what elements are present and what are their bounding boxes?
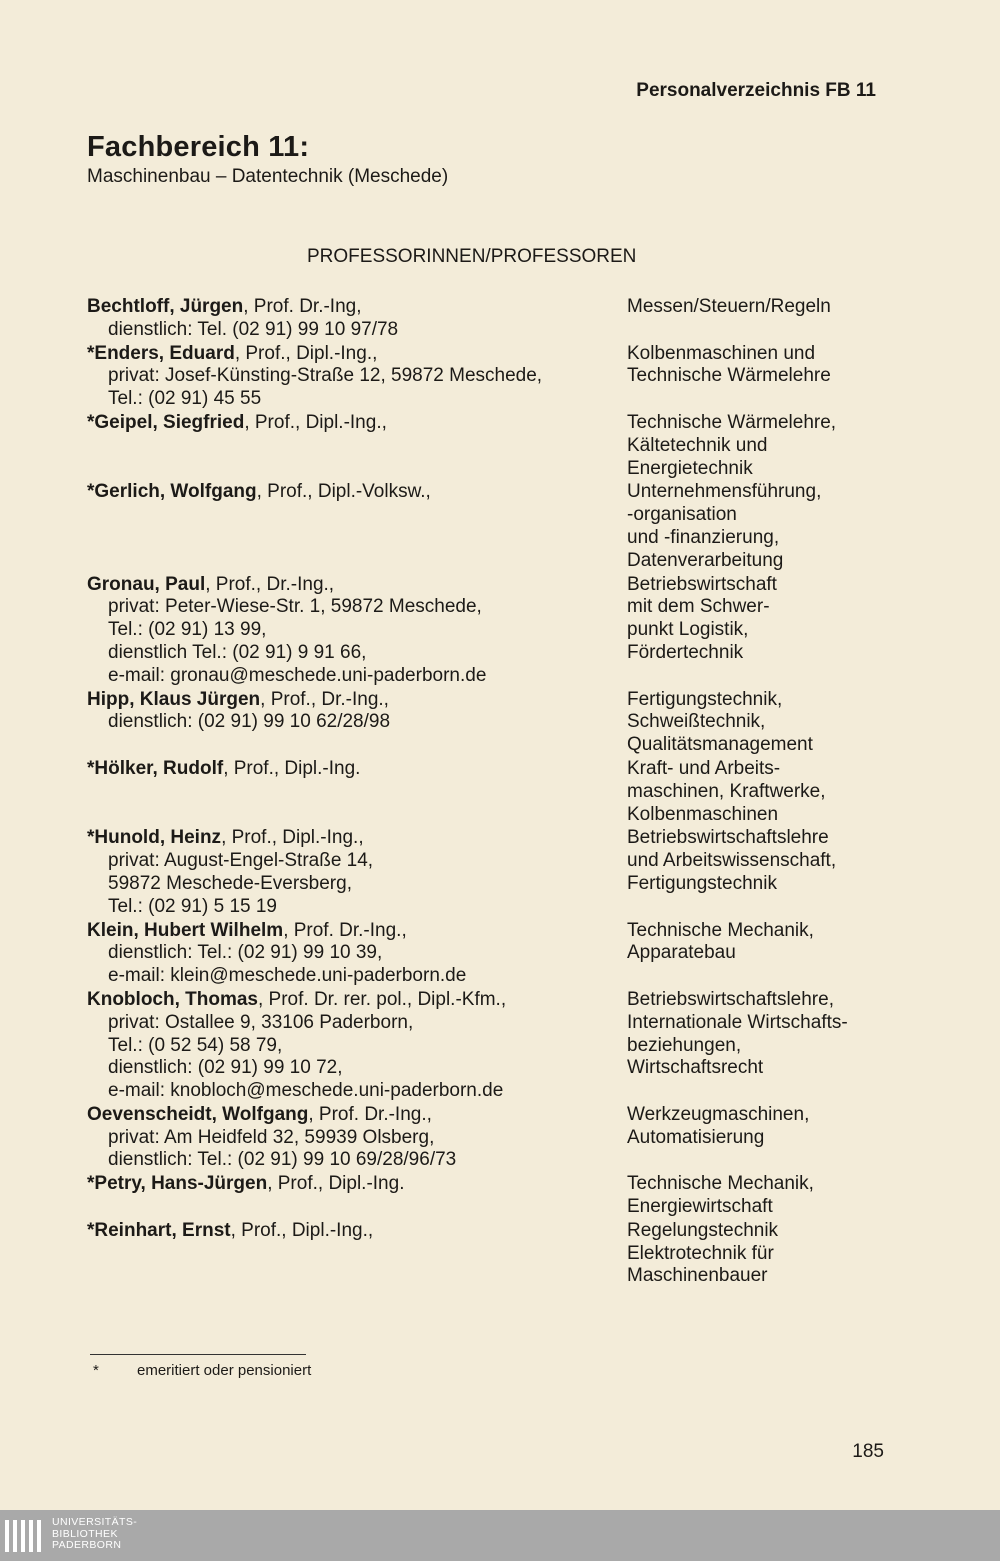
contact-line: e-mail: knobloch@meschede.uni-paderborn.de — [108, 1080, 504, 1102]
subject-area — [627, 412, 887, 480]
staff-name: *Hölker, Rudolf — [87, 757, 224, 779]
running-head: Personalverzeichnis FB 11 — [636, 80, 876, 101]
logo-line: UNIVERSITÄTS- — [52, 1516, 138, 1528]
staff-entry — [87, 1220, 887, 1288]
subject-line: Internationale Wirtschafts- — [627, 1011, 848, 1033]
staff-entry — [87, 758, 887, 826]
staff-name-line — [87, 989, 627, 1012]
staff-name-line — [87, 1220, 627, 1243]
contact-line: dienstlich: Tel.: (02 91) 99 10 39, — [108, 942, 383, 964]
library-logo-text — [52, 1517, 137, 1552]
contact-line: e-mail: gronau@meschede.uni-paderborn.de — [108, 664, 487, 686]
subject-line: Technische Mechanik, — [627, 919, 814, 941]
staff-entry — [87, 343, 887, 411]
subject-area — [627, 758, 887, 826]
staff-name: Gronau, Paul — [87, 573, 206, 595]
subject-line: und Arbeitswissenschaft, — [627, 850, 837, 872]
subject-line: Fördertechnik — [627, 641, 744, 663]
staff-name: Hipp, Klaus Jürgen — [87, 688, 261, 710]
subject-area — [627, 1173, 887, 1219]
subject-area — [627, 1220, 887, 1288]
staff-entry — [87, 574, 887, 688]
logo-line: PADERBORN — [52, 1539, 122, 1551]
staff-entry — [87, 296, 887, 342]
contact-line: privat: Peter-Wiese-Str. 1, 59872 Meschede, — [108, 596, 482, 618]
subject-line: Betriebswirtschaft — [627, 573, 777, 595]
page-number: 185 — [852, 1441, 884, 1462]
page-title: Fachbereich 11: — [87, 131, 310, 163]
subject-line: Fertigungstechnik, — [627, 688, 783, 710]
staff-title: , Prof., Dipl.-Ing., — [244, 411, 387, 433]
subject-line: Messen/Steuern/Regeln — [627, 296, 831, 317]
contact-line: dienstlich: Tel. (02 91) 99 10 97/78 — [108, 318, 399, 340]
subject-line: Elektrotechnik für — [627, 1242, 774, 1264]
contact-line: Tel.: (02 91) 45 55 — [108, 388, 262, 410]
staff-details — [87, 689, 627, 757]
subject-line: Technische Wärmelehre — [627, 365, 831, 387]
subject-area — [627, 296, 887, 342]
staff-name: *Gerlich, Wolfgang — [87, 481, 257, 503]
staff-name-line — [87, 1173, 627, 1196]
library-footer — [0, 1510, 1000, 1561]
subject-line: Kolbenmaschinen — [627, 803, 779, 825]
subject-area — [627, 989, 887, 1103]
staff-details — [87, 574, 627, 688]
staff-name-line — [87, 343, 627, 366]
staff-title: , Prof., Dipl.-Ing. — [267, 1173, 405, 1195]
staff-name-line — [87, 412, 627, 435]
subject-line: mit dem Schwer- — [627, 596, 770, 618]
staff-title: , Prof., Dipl.-Ing., — [230, 1219, 374, 1241]
subject-line: Maschinenbauer — [627, 1265, 768, 1287]
subject-line: Schweißtechnik, — [627, 711, 766, 733]
staff-entry — [87, 412, 887, 480]
staff-entry — [87, 827, 887, 918]
logo-line: BIBLIOTHEK — [52, 1527, 118, 1540]
subject-area — [627, 920, 887, 988]
staff-title: , Prof., Dipl.-Ing., — [234, 342, 378, 364]
subject-line: beziehungen, — [627, 1034, 742, 1056]
subject-line: Energietechnik — [627, 457, 753, 479]
staff-name-line — [87, 758, 627, 781]
staff-details — [87, 1104, 627, 1172]
contact-line: privat: Josef-Künsting-Straße 12, 59872 Meschede, — [108, 365, 543, 387]
subject-line: maschinen, Kraftwerke, — [627, 780, 826, 802]
staff-entry — [87, 1104, 887, 1172]
subject-line: Technische Mechanik, — [627, 1173, 814, 1195]
staff-title: , Prof. Dr.-Ing., — [308, 1103, 432, 1125]
contact-line: Tel.: (02 91) 5 15 19 — [108, 895, 277, 917]
contact-line: e-mail: klein@meschede.uni-paderborn.de — [108, 965, 467, 987]
subject-line: Kältetechnik und — [627, 434, 768, 456]
subject-line: punkt Logistik, — [627, 619, 749, 641]
staff-entry — [87, 920, 887, 988]
staff-title: , Prof., Dipl.-Ing. — [223, 757, 361, 779]
subject-line: -organisation — [627, 504, 737, 526]
staff-details — [87, 758, 627, 826]
subject-area — [627, 481, 887, 572]
staff-entry — [87, 1173, 887, 1219]
subject-line: Kraft- und Arbeits- — [627, 757, 781, 779]
staff-entry — [87, 481, 887, 572]
subject-area — [627, 1104, 887, 1172]
contact-line: privat: Am Heidfeld 32, 59939 Olsberg, — [108, 1126, 435, 1148]
subject-line: Apparatebau — [627, 942, 736, 964]
staff-title: , Prof. Dr.-Ing, — [243, 296, 362, 317]
subject-area — [627, 343, 887, 411]
subject-line: Automatisierung — [627, 1126, 765, 1148]
page-subtitle: Maschinenbau – Datentechnik (Meschede) — [87, 166, 449, 187]
staff-title: , Prof., Dr.-Ing., — [260, 688, 389, 710]
staff-name: Knobloch, Thomas — [87, 988, 258, 1010]
footnote-divider — [90, 1354, 306, 1355]
subject-line: Wirtschaftsrecht — [627, 1057, 764, 1079]
subject-area — [627, 689, 887, 757]
staff-title: , Prof. Dr.-Ing., — [283, 919, 407, 941]
subject-line: Unternehmensführung, — [627, 481, 822, 503]
subject-line: Werkzeugmaschinen, — [627, 1103, 810, 1125]
staff-name: Oevenscheidt, Wolfgang — [87, 1103, 309, 1125]
contact-line: dienstlich: Tel.: (02 91) 99 10 69/28/96/73 — [108, 1149, 457, 1171]
staff-details — [87, 989, 627, 1103]
staff-title: , Prof., Dr.-Ing., — [205, 573, 335, 595]
subject-line: Qualitätsmanagement — [627, 734, 813, 756]
contact-line: dienstlich: (02 91) 99 10 62/28/98 — [108, 711, 391, 733]
contact-line: 59872 Meschede-Eversberg, — [108, 872, 352, 894]
staff-title: , Prof., Dipl.-Ing., — [221, 827, 364, 849]
staff-name: *Petry, Hans-Jürgen — [87, 1173, 268, 1195]
footnote-mark: * — [93, 1362, 99, 1379]
staff-name: Klein, Hubert Wilhelm — [87, 919, 284, 941]
staff-details — [87, 827, 627, 918]
subject-line: Betriebswirtschaftslehre, — [627, 988, 834, 1010]
subject-area — [627, 574, 887, 688]
subject-line: Betriebswirtschaftslehre — [627, 827, 829, 849]
contact-line: dienstlich: (02 91) 99 10 72, — [108, 1057, 343, 1079]
staff-name: Bechtloff, Jürgen — [87, 296, 244, 317]
staff-name: *Enders, Eduard — [87, 342, 235, 364]
subject-area — [627, 827, 887, 918]
staff-list — [87, 296, 887, 1289]
staff-name-line — [87, 827, 627, 850]
staff-details — [87, 1220, 627, 1288]
contact-line: privat: Ostallee 9, 33106 Paderborn, — [108, 1011, 414, 1033]
footnote — [93, 1362, 311, 1379]
library-logo-icon — [4, 1516, 44, 1556]
staff-details — [87, 296, 627, 342]
staff-name: *Reinhart, Ernst — [87, 1219, 231, 1241]
staff-details — [87, 343, 627, 411]
staff-entry — [87, 989, 887, 1103]
subject-line: und -finanzierung, — [627, 526, 780, 548]
staff-entry — [87, 689, 887, 757]
staff-name: *Hunold, Heinz — [87, 827, 222, 849]
footnote-text: emeritiert oder pensioniert — [137, 1362, 312, 1379]
staff-details — [87, 1173, 627, 1219]
subject-line: Energiewirtschaft — [627, 1196, 773, 1218]
staff-name-line — [87, 920, 627, 943]
contact-line: privat: August-Engel-Straße 14, — [108, 850, 374, 872]
staff-name: *Geipel, Siegfried — [87, 411, 245, 433]
contact-line: dienstlich Tel.: (02 91) 9 91 66, — [108, 641, 367, 663]
subject-line: Technische Wärmelehre, — [627, 411, 837, 433]
staff-name-line — [87, 1104, 627, 1127]
contact-line: Tel.: (02 91) 13 99, — [108, 619, 267, 641]
contact-line: Tel.: (0 52 54) 58 79, — [108, 1034, 283, 1056]
subject-line: Datenverarbeitung — [627, 549, 784, 571]
section-heading: PROFESSORINNEN/PROFESSOREN — [307, 246, 637, 267]
subject-line: Fertigungstechnik — [627, 872, 777, 894]
subject-line: Regelungstechnik — [627, 1219, 779, 1241]
staff-name-line — [87, 481, 627, 504]
subject-line: Kolbenmaschinen und — [627, 342, 816, 364]
staff-name-line — [87, 296, 627, 319]
staff-name-line — [87, 689, 627, 712]
staff-details — [87, 920, 627, 988]
staff-details — [87, 481, 627, 572]
staff-title: , Prof., Dipl.-Volksw., — [256, 481, 431, 503]
staff-name-line — [87, 574, 627, 597]
staff-details — [87, 412, 627, 480]
staff-title: , Prof. Dr. rer. pol., Dipl.-Kfm., — [258, 988, 507, 1010]
